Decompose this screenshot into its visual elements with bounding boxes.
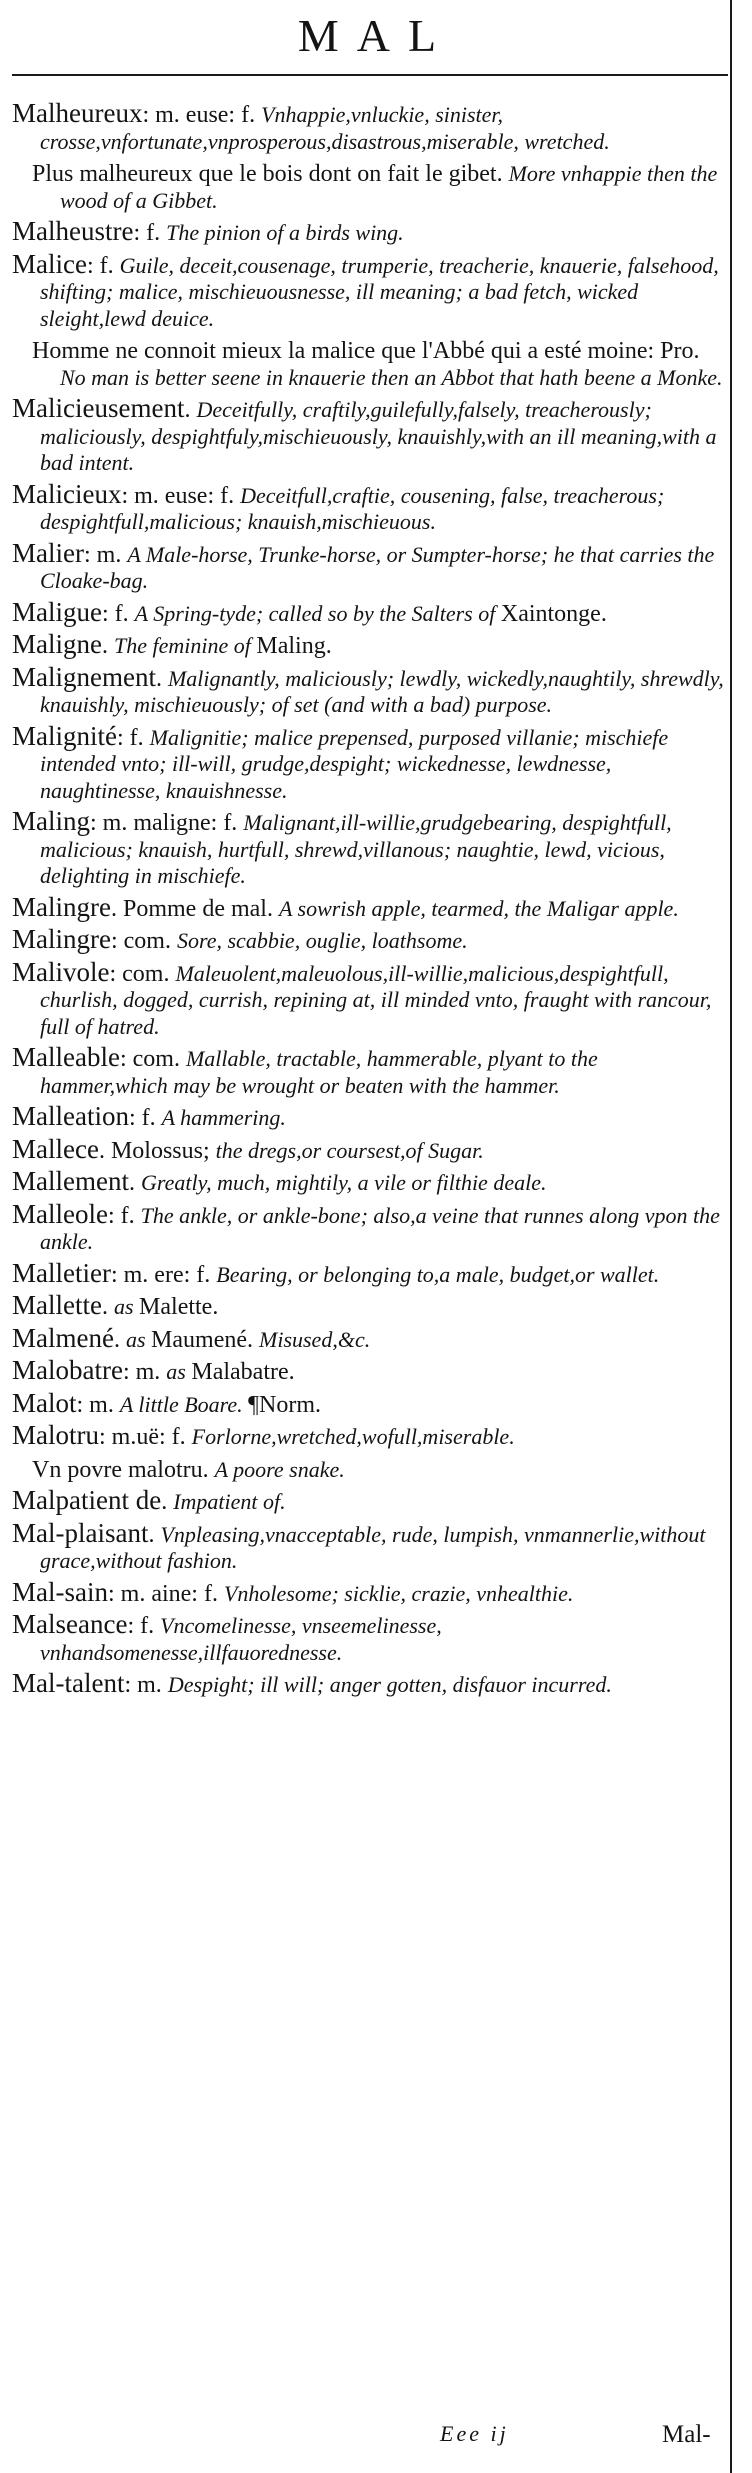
headword: Maligue [12,596,102,627]
french-text: : f. [127,1613,161,1639]
dictionary-entry [12,537,724,595]
english-gloss: Deceitfull,craftie, cousening, false, treacherous; despightfull,malicious; knauish,mischieuous. [40,482,665,534]
dictionary-entry [12,720,724,805]
dictionary-entry [12,1257,724,1289]
english-gloss: Vnpleasing,vnacceptable, rude, lumpish, vnmannerlie,without grace,without fashion. [40,1521,706,1573]
headword: Malletier [12,1257,111,1288]
french-text: . [101,1294,114,1320]
dictionary-entry [12,891,724,923]
entry-text [12,1133,724,1165]
entry-text [12,1670,724,1699]
french-text: : com. [119,1046,186,1072]
headword: Mallece [12,1133,99,1164]
french-text: : m. [76,1391,120,1418]
dictionary-entry [12,1198,724,1256]
french-text: : f. [86,252,120,279]
dictionary-entry [12,661,724,719]
dictionary-entry [12,1322,724,1354]
entry-text [12,956,724,1041]
french-text: Maumené. [151,1326,259,1353]
french-text: . [128,1170,141,1196]
french-text: : f. [128,1105,162,1131]
dictionary-entry [12,1670,724,1699]
french-text: . [148,1521,161,1548]
headword: Malobatre [12,1355,123,1385]
french-text: Plus malheureux que le bois dont on fait le gibet. [32,161,509,187]
entry-text [12,1611,724,1666]
headword: Malpatient de [12,1485,162,1515]
headword: Mal-talent [12,1668,125,1698]
dictionary-entry [12,1292,724,1321]
english-gloss: More vnhappie then the wood of a Gibbet. [60,161,718,213]
english-gloss: The feminine of [113,633,257,658]
french-text: : m. euse: f. [121,482,241,509]
english-gloss: Guile, deceit,cousenage, trumperie, treacherie, knauerie, falsehood, shifting; malice, mischieuousnesse, ill meaning; a bad fetch, wicked sleight,lewd deuice. [40,252,719,331]
english-gloss: as [113,1294,140,1319]
headword: Malseance [12,1609,128,1639]
english-gloss: Forlorne,wretched,wofull,miserable. [191,1424,515,1449]
headword: Malice [12,248,87,279]
french-text: . [113,1326,126,1353]
entry-text [12,720,724,805]
english-gloss: Malignantly, maliciously; lewdly, wickedly,naughtily, shrewdly, knauishly, mischieuously; of set (and with a bad) purpose. [40,665,724,717]
entry-text [12,248,724,333]
french-text: : f. [133,220,167,246]
headword: Malignement [12,661,156,692]
entry-text [12,338,724,391]
entry-text [12,100,724,155]
french-text: . [161,1489,174,1515]
dictionary-entry [12,596,724,628]
english-gloss: Impatient of. [173,1489,286,1514]
column-rule [730,0,732,2473]
entry-text [12,1487,724,1516]
english-gloss: as [166,1359,192,1384]
english-gloss: A poore snake. [214,1456,345,1482]
dictionary-entry [12,478,724,536]
english-gloss: A sowrish apple, tearmed, the Maligar apple. [278,895,679,921]
french-text: Malabatre. [191,1359,295,1385]
entry-text [12,596,724,628]
french-text: Malette. [139,1294,219,1320]
english-gloss: Malignant,ill-willie,grudgebearing, despightfull, malicious; knauish, hurtfull, shrewd,villanous; naughtie, lewd, vicious, delighting in mischiefe. [40,810,672,888]
english-gloss: A hammering. [161,1105,286,1130]
dictionary-entry [12,1576,724,1608]
headword: Maligne [12,629,102,659]
headword: Malmené [12,1322,114,1353]
headword: Mal-plaisant [12,1517,149,1548]
entry-text [12,1387,724,1419]
catchword: Mal- [662,2421,711,2448]
dictionary-entry [12,100,724,155]
entry-text [12,631,724,660]
english-gloss: Misused,&c. [259,1326,371,1352]
running-head: MAL [297,10,455,61]
headword: Malicieusement [12,393,185,423]
french-text: . [101,633,114,659]
entry-text [12,478,724,536]
entry-text [12,218,724,247]
entry-text [12,1322,724,1354]
french-text: : com. [110,928,177,954]
french-text: . [184,397,197,423]
english-gloss: as [125,1326,152,1352]
signature-mark: Eee ij [440,2421,509,2446]
entry-text [12,661,724,719]
headword: Malleation [12,1101,129,1131]
dictionary-entry [12,1487,724,1516]
english-gloss: Vncomelinesse, vnseemelinesse, vnhandsomenesse,illfauorednesse. [40,1613,442,1665]
headword: Malleole [12,1198,108,1229]
dictionary-entry [12,248,724,333]
french-text: : m. [124,1672,168,1698]
headword: Malivole [12,956,110,987]
dictionary-entry [12,1422,724,1451]
english-gloss: Maleuolent,maleuolous,ill-willie,malicious,despightfull, churlish, dogged, currish, repining at, ill minded vnto, fraught with rancour, full of hatred. [40,960,712,1039]
dictionary-entry [12,631,724,660]
headword: Malotru [12,1420,99,1450]
french-text: : f. [101,600,135,627]
french-text: : m. ere: f. [110,1261,217,1288]
entry-text [12,1168,724,1197]
dictionary-entry [12,956,724,1041]
french-text: : m.uë: f. [99,1424,192,1450]
french-text: : f. [116,724,150,751]
entry-text [12,1044,724,1099]
entry-text [12,1517,724,1575]
entry-text [12,926,724,955]
sub-entry [12,1457,724,1484]
entry-text [12,891,724,923]
dictionary-entry [12,926,724,955]
entry-text [12,1198,724,1256]
headword: Mal-sain [12,1576,108,1607]
french-text: Maling. [256,633,332,659]
entry-text [12,161,724,214]
entry-text [12,395,724,477]
dictionary-entry [12,1044,724,1099]
english-gloss: Bearing, or belonging to,a male, budget,or wallet. [216,1261,660,1287]
dictionary-entry [12,395,724,477]
english-gloss: Greatly, much, mightily, a vile or filthie deale. [140,1170,547,1195]
french-text: Homme ne connoit mieux la malice que l'Abbé qui a esté moine: Pro. [32,338,700,364]
entry-text [12,1357,724,1386]
french-text: : m. aine: f. [107,1580,224,1607]
headword: Mallette [12,1290,102,1320]
english-gloss: Mallable, tractable, hammerable, plyant to the hammer,which may be wrought or beaten with the hammer. [40,1046,598,1098]
headword: Mallement [12,1166,129,1196]
french-text: : f. [107,1202,141,1229]
entry-text [12,1576,724,1608]
headword: Malignité [12,720,117,751]
entry-text [12,1292,724,1321]
english-gloss: Deceitfully, craftily,guilefully,falsely, treacherously; maliciously, despightfuly,mischieuously, knauishly,with an ill meaning,with a bad intent. [40,397,717,475]
french-text: Vn povre malotru. [32,1456,215,1483]
french-text: . Molossus; [98,1137,216,1164]
sub-entry [12,338,724,391]
headword: Malier [12,537,84,568]
french-text: : m. [122,1359,167,1385]
english-gloss: The pinion of a birds wing. [166,220,404,245]
entry-column [12,100,724,1703]
dictionary-entry [12,1168,724,1197]
english-gloss: Sore, scabbie, ouglie, loathsome. [176,928,468,953]
sub-entry [12,161,724,214]
french-text: . Pomme de mal. [110,895,279,922]
headword: Malicieux [12,478,122,509]
headword: Maling [12,806,90,836]
entry-text [12,1257,724,1289]
headword: Malot [12,1387,77,1418]
english-gloss: A Male-horse, Trunke-horse, or Sumpter-horse; he that carries the Cloake-bag. [40,541,715,593]
dictionary-entry [12,1387,724,1419]
entry-text [12,1457,724,1484]
dictionary-entry [12,218,724,247]
english-gloss: Vnholesome; sicklie, crazie, vnhealthie. [223,1580,574,1606]
english-gloss: A little Boare. [119,1391,249,1417]
entry-text [12,1422,724,1451]
english-gloss: the dregs,or coursest,of Sugar. [215,1137,484,1163]
french-text: : m. maligne: f. [90,810,244,836]
french-text: : com. [109,960,176,987]
english-gloss: A Spring-tyde; called so by the Salters of [134,600,501,626]
headword: Malingre [12,924,111,954]
french-text: Xaintonge. [500,600,607,627]
dictionary-entry [12,808,724,890]
french-text: ¶Norm. [248,1391,322,1418]
entry-text [12,808,724,890]
english-gloss: Malignitie; malice prepensed, purposed villanie; mischiefe intended vnto; ill-will, grudge,despight; wickednesse, lewdnesse, naughtinesse, knauishnesse. [40,724,669,803]
headword: Malheustre [12,216,134,246]
dictionary-entry [12,1517,724,1575]
headword: Malleable [12,1042,120,1072]
english-gloss: Vnhappie,vnluckie, sinister, crosse,vnfortunate,vnprosperous,disastrous,miserable, wretched. [40,102,610,154]
french-text: . [155,665,168,692]
page-footer [0,2421,752,2461]
dictionary-entry [12,1611,724,1666]
headword: Malheureux [12,98,143,128]
english-gloss: The ankle, or ankle-bone; also,a veine that runnes along vpon the ankle. [40,1202,720,1254]
dictionary-entry [12,1133,724,1165]
english-gloss: No man is better seene in knauerie then an Abbot that hath beene a Monke. [60,364,723,390]
dictionary-entry [12,1357,724,1386]
header-rule [12,74,728,76]
entry-text [12,1103,724,1132]
entry-text [12,537,724,595]
french-text: : m. euse: f. [142,102,262,128]
french-text: : m. [83,541,128,568]
dictionary-entry [12,1103,724,1132]
english-gloss: Despight; ill will; anger gotten, disfauor incurred. [167,1672,612,1697]
headword: Malingre [12,891,111,922]
